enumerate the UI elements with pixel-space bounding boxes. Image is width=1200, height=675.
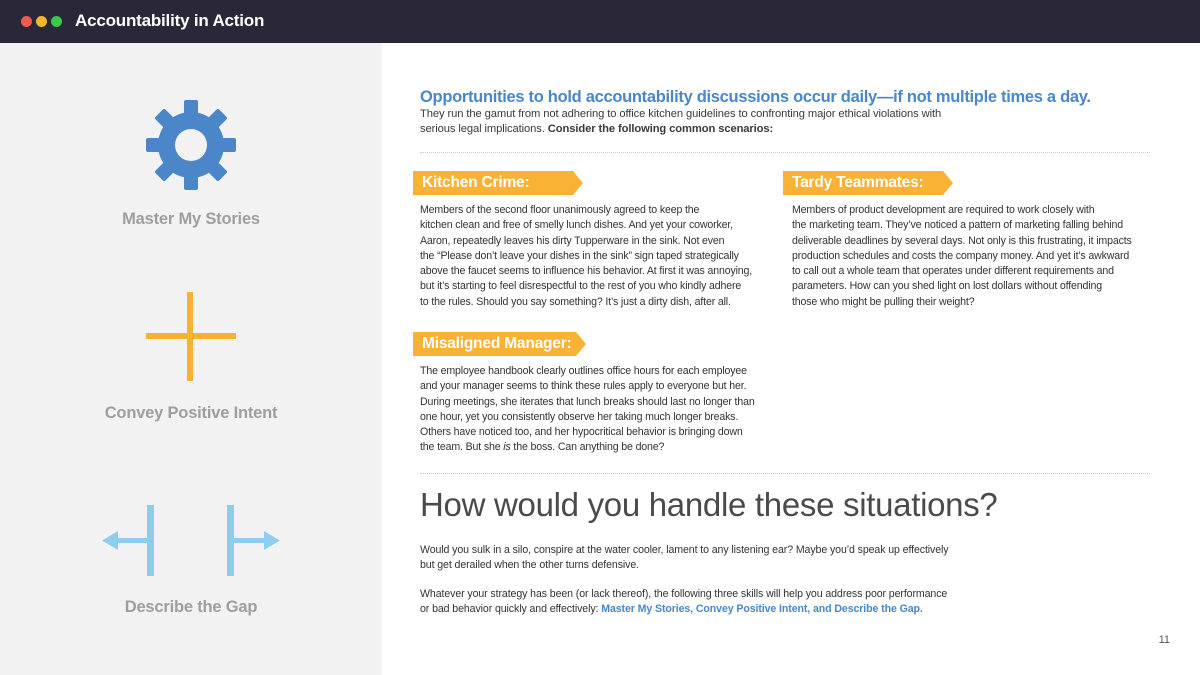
plus-icon xyxy=(146,292,236,382)
text-line: kitchen clean and free of smelly lunch dishes. And yet your coworker, xyxy=(420,219,733,232)
text-line: Would you sulk in a silo, conspire at the water cooler, lament to any listening ear? Maybe you’d speak up effectively xyxy=(420,544,949,556)
question-heading: How would you handle these situations? xyxy=(420,486,998,523)
text-fragment: the boss. Can anything be done? xyxy=(510,441,665,454)
text-line: The employee handbook clearly outlines office hours for each employee xyxy=(420,365,747,377)
gap-arrows-icon xyxy=(102,505,280,577)
window-title: Accountability in Action xyxy=(75,11,265,30)
text-line: Others have noticed too, and her hypocritical behavior is bringing down xyxy=(420,426,743,439)
text-line: parameters. How can you shed light on lost dollars without offending xyxy=(792,280,1102,293)
close-window-button[interactable] xyxy=(21,16,32,27)
intro-line-text: serious legal implications. xyxy=(420,123,545,135)
scenario-text-misaligned-manager xyxy=(420,364,790,456)
text-line: to the rules. Should you say something? It’s just a dirty dish, after all. xyxy=(420,295,731,308)
intro-line: They run the gamut from not adhering to office kitchen guidelines to confronting major ethical violations with xyxy=(420,108,942,120)
text-line: to call out a whole team that operates under different requirements and xyxy=(792,265,1114,278)
text-emphasis: is xyxy=(503,441,511,454)
text-line: Whatever your strategy has been (or lack thereof), the following three skills will help you address poor performance xyxy=(420,588,948,600)
headline: Opportunities to hold accountability discussions occur daily—if not multiple times a day. xyxy=(420,88,1091,106)
text-line: During meetings, she iterates that lunch breaks should last no longer than xyxy=(420,395,755,408)
text-line: those who might be pulling their weight? xyxy=(792,295,975,308)
text-line: but get derailed when the other turns defensive. xyxy=(420,559,639,571)
intro-emphasis: Consider the following common scenarios: xyxy=(547,123,774,135)
text-line: the marketing team. They’ve noticed a pattern of marketing falling behind xyxy=(792,219,1123,232)
text-fragment: the team. But she xyxy=(420,441,504,454)
intro-text xyxy=(420,107,1020,137)
paragraph-1 xyxy=(420,543,980,573)
minimize-window-button[interactable] xyxy=(36,16,47,27)
text-line: above the faucet seems to influence his behavior. At first it was annoying, xyxy=(420,265,753,278)
skills-highlight: Master My Stories, Convey Positive Intent, and Describe the Gap. xyxy=(601,603,923,615)
title-bar xyxy=(0,0,1200,43)
gear-icon xyxy=(145,99,237,191)
text-line: but it’s starting to feel disrespectful to the rest of you who kindly adhere xyxy=(420,280,742,293)
skill-label-describe-the-gap: Describe the Gap xyxy=(124,598,258,616)
divider xyxy=(420,152,1150,153)
page-number: 11 xyxy=(1158,634,1170,646)
main-content xyxy=(382,43,1200,675)
skill-label-convey-positive-intent: Convey Positive Intent xyxy=(104,404,278,422)
text-line: and your manager seems to think these rules apply to everyone but her. xyxy=(420,380,747,393)
text-line: the “Please don’t leave your dishes in the sink” sign taped strategically xyxy=(420,249,739,262)
intro-line xyxy=(420,122,1020,137)
text-fragment: or bad behavior quickly and effectively: xyxy=(420,603,599,615)
text-line: Members of product development are required to work closely with xyxy=(792,204,1095,216)
scenario-text-kitchen-crime xyxy=(420,203,780,310)
text-line: Aaron, repeatedly leaves his dirty Tupperware in the sink. Not even xyxy=(420,234,725,247)
maximize-window-button[interactable] xyxy=(51,16,62,27)
scenario-tag-tardy-teammates: Tardy Teammates: xyxy=(783,171,943,195)
text-line: Members of the second floor unanimously agreed to keep the xyxy=(420,204,700,216)
scenario-tag-misaligned-manager: Misaligned Manager: xyxy=(413,332,576,356)
text-line: deliverable deadlines by several days. Not only is this frustrating, it impacts xyxy=(792,234,1132,247)
sidebar xyxy=(0,43,382,675)
scenario-tag-kitchen-crime: Kitchen Crime: xyxy=(413,171,573,195)
paragraph-2 xyxy=(420,587,980,617)
text-line xyxy=(420,440,790,455)
text-line: one hour, yet you consistently observe her taking much longer breaks. xyxy=(420,410,739,423)
skill-label-master-my-stories: Master My Stories xyxy=(122,210,260,228)
divider xyxy=(420,473,1150,474)
scenario-text-tardy-teammates xyxy=(792,203,1162,310)
text-line xyxy=(420,602,980,617)
text-line: production schedules and costs the company money. And yet it’s awkward xyxy=(792,249,1130,262)
